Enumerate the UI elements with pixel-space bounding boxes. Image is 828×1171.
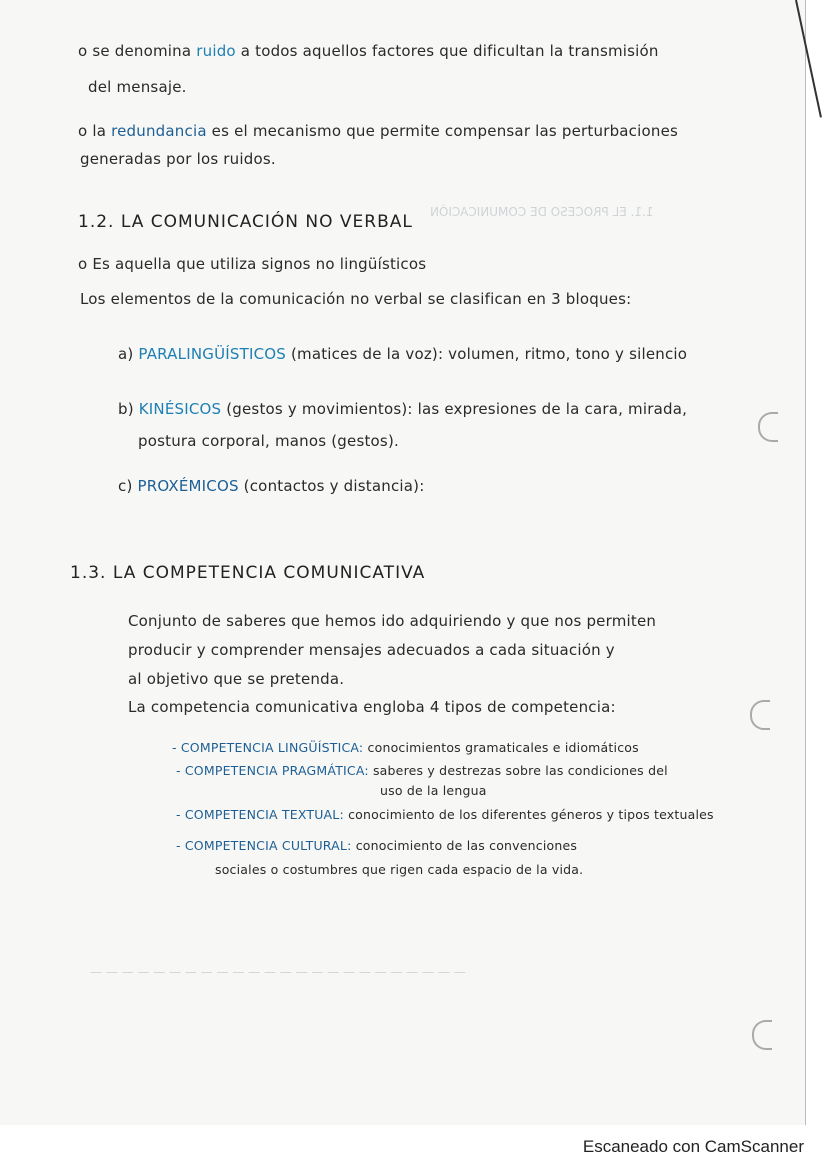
competence-item xyxy=(176,807,714,822)
list-item-c xyxy=(118,477,424,495)
list-item-a xyxy=(118,345,687,363)
text: o la xyxy=(78,122,112,140)
text: conocimientos gramaticales e idiomáticos xyxy=(363,740,639,755)
text: (contactos y distancia): xyxy=(238,477,425,495)
competence-continuation: uso de la lengua xyxy=(380,783,487,798)
text: conocimiento de los diferentes géneros y tipos textuales xyxy=(343,807,714,822)
punch-hole xyxy=(750,700,770,730)
term: PROXÉMICOS xyxy=(137,477,239,495)
bullet-continuation: del mensaje. xyxy=(88,78,187,96)
bullet-redundancia xyxy=(78,122,678,140)
section-heading-1-2: 1.2. LA COMUNICACIÓN NO VERBAL xyxy=(78,212,413,232)
competence-item xyxy=(176,838,577,853)
paragraph-line: al objetivo que se pretenda. xyxy=(128,670,345,688)
bullet-ruido xyxy=(78,42,659,60)
camscanner-watermark: Escaneado con CamScanner xyxy=(582,1137,804,1156)
competence-item xyxy=(172,740,639,755)
intro-text: La competencia comunicativa engloba 4 tipos de competencia: xyxy=(128,698,616,716)
text: conocimiento de las convenciones xyxy=(351,838,578,853)
bleed-through-text: 1.1. EL PROCESO DE COMUNICACIÓN xyxy=(430,205,654,219)
marker: b) xyxy=(118,400,134,418)
marker: a) xyxy=(118,345,134,363)
term-redundancia: redundancia xyxy=(111,122,207,140)
section-heading-1-3: 1.3. LA COMPETENCIA COMUNICATIVA xyxy=(70,563,426,583)
term: PARALINGÜÍSTICOS xyxy=(138,345,286,363)
term: - COMPETENCIA CULTURAL: xyxy=(176,838,352,853)
list-item-b xyxy=(118,400,687,418)
punch-hole xyxy=(752,1020,772,1050)
paragraph-line: Conjunto de saberes que hemos ido adquiriendo y que nos permiten xyxy=(128,612,657,630)
term: - COMPETENCIA PRAGMÁTICA: xyxy=(176,763,369,778)
page-edge xyxy=(795,0,822,118)
marker: c) xyxy=(118,477,133,495)
paragraph-line: producir y comprender mensajes adecuados a cada situación y xyxy=(128,641,615,659)
punch-hole xyxy=(758,412,778,442)
bleed-through-text: — — — — — — — — — — — — — — — — — — — — — — — — xyxy=(90,965,466,979)
text: o se denomina xyxy=(78,42,197,60)
bullet-continuation: generadas por los ruidos. xyxy=(80,150,276,168)
competence-continuation: sociales o costumbres que rigen cada espacio de la vida. xyxy=(215,862,584,877)
list-item-continuation: postura corporal, manos (gestos). xyxy=(138,432,399,450)
intro-text: Los elementos de la comunicación no verbal se clasifican en 3 bloques: xyxy=(80,290,632,308)
term: - COMPETENCIA TEXTUAL: xyxy=(176,807,344,822)
text: a todos aquellos factores que dificultan la transmisión xyxy=(235,42,659,60)
term: KINÉSICOS xyxy=(138,400,222,418)
text: (matices de la voz): volumen, ritmo, tono y silencio xyxy=(285,345,688,363)
bullet-text: o Es aquella que utiliza signos no lingüísticos xyxy=(78,255,427,273)
competence-item xyxy=(176,763,668,778)
term-ruido: ruido xyxy=(196,42,236,60)
text: es el mecanismo que permite compensar las perturbaciones xyxy=(206,122,679,140)
term: - COMPETENCIA LINGÜÍSTICA: xyxy=(172,740,364,755)
text: saberes y destrezas sobre las condiciones del xyxy=(368,763,668,778)
text: (gestos y movimientos): las expresiones de la cara, mirada, xyxy=(221,400,688,418)
